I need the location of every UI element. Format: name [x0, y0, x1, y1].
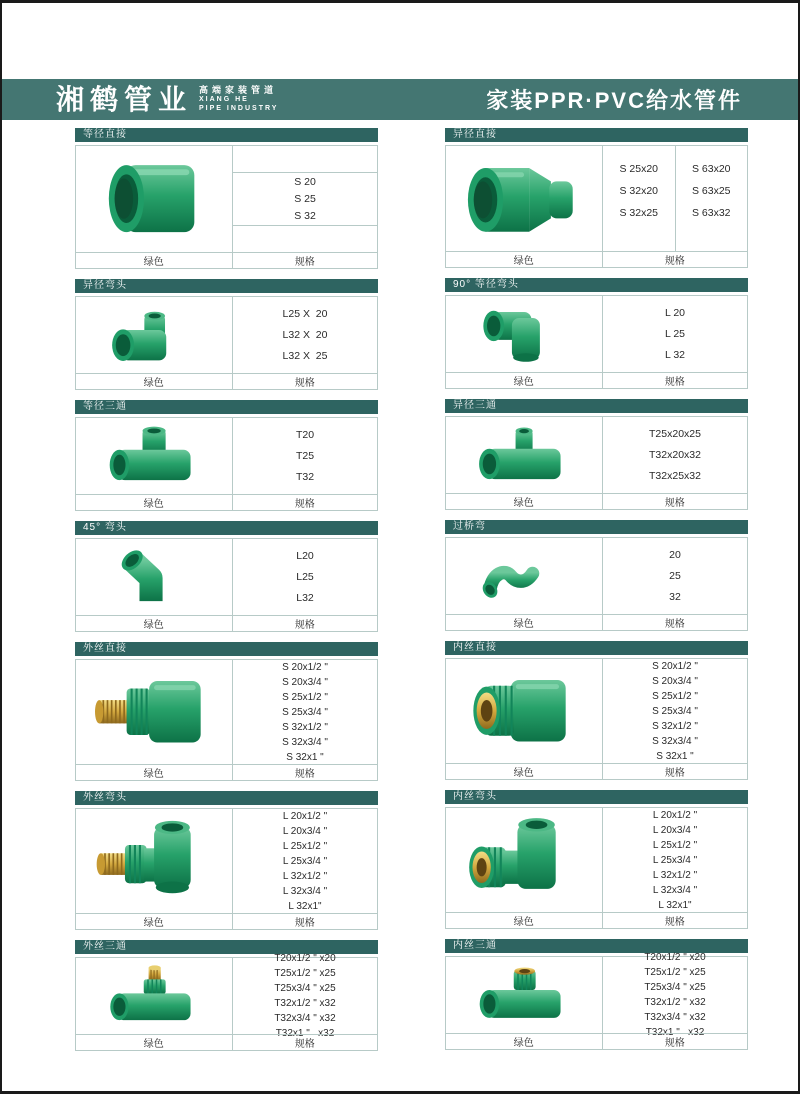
product-card	[445, 278, 748, 389]
card-title: 外丝直接	[83, 643, 127, 654]
spec-line: L 20x3/4 "	[652, 824, 698, 836]
brand-tagline: 高端家装管道	[199, 85, 278, 96]
card-title: 外丝弯头	[83, 792, 127, 803]
spec-label: 规格	[664, 256, 685, 267]
spec-label: 规格	[294, 620, 315, 631]
spec-label: 规格	[664, 377, 685, 388]
card-label-row	[76, 1034, 377, 1050]
spec-line: T32	[295, 470, 315, 483]
fitting-image-reducing-tee	[446, 417, 603, 493]
spec-line: 25	[669, 569, 681, 582]
color-label: 绿色	[76, 495, 233, 510]
spec-line: S 32x3/4 "	[652, 735, 698, 747]
spec-line: S 20x1/2 "	[282, 661, 328, 673]
spec-line: T32x1/2 " x32	[274, 998, 336, 1009]
card-title-bar	[445, 641, 748, 655]
card-body	[446, 538, 747, 614]
brand-subtext	[199, 85, 278, 114]
spec-line: S 32x1 "	[286, 751, 324, 763]
spec-list	[233, 953, 377, 1039]
fitting-image-male-thread-elbow	[76, 809, 233, 913]
card-body	[446, 417, 747, 493]
card-title: 异径三通	[453, 400, 497, 411]
spec-list	[603, 538, 747, 614]
spec-line: T32x3/4 " x32	[644, 1012, 706, 1023]
spec-label: 规格	[294, 1039, 315, 1050]
column-left	[75, 128, 378, 1051]
card-title: 内丝弯头	[453, 791, 497, 802]
spec-line: T25x20x25	[649, 427, 701, 440]
spec-line: S 20x3/4 "	[652, 675, 698, 687]
card-title: 异径弯头	[83, 280, 127, 291]
spec-line: L 32x3/4 "	[652, 884, 698, 896]
brand-english-line2: PIPE INDUSTRY	[199, 105, 279, 113]
color-label: 绿色	[446, 494, 603, 509]
spec-line: S 20x1/2 "	[652, 660, 698, 672]
spec-spacer	[233, 225, 377, 252]
fitting-image-female-thread-tee	[446, 957, 603, 1033]
color-label: 绿色	[446, 252, 603, 267]
spec-list	[233, 539, 377, 615]
spec-line: S 25	[294, 192, 316, 205]
card-table	[75, 417, 378, 511]
card-title: 外丝三通	[83, 941, 127, 952]
card-title-bar	[445, 399, 748, 413]
spec-line: L25 X 20	[282, 307, 328, 320]
card-label-row	[446, 614, 747, 630]
card-body	[76, 953, 377, 1039]
card-body	[76, 660, 377, 764]
spec-line: L 32	[664, 348, 686, 361]
spec-subcolumn	[603, 146, 675, 251]
spec-label: 规格	[294, 499, 315, 510]
spec-line: S 32x20	[619, 185, 659, 197]
spec-line: S 25x3/4 "	[282, 706, 328, 718]
card-label-row	[76, 764, 377, 780]
card-table	[75, 538, 378, 632]
card-body	[76, 418, 377, 494]
card-title-bar	[445, 128, 748, 142]
card-title: 90° 等径弯头	[453, 279, 519, 290]
spec-list	[603, 417, 747, 493]
spec-line: S 32x1/2 "	[282, 721, 328, 733]
spec-line: L 25x3/4 "	[652, 854, 698, 866]
card-title-bar	[75, 279, 378, 293]
spec-line: L 20x3/4 "	[282, 825, 328, 837]
spec-line: L20	[296, 549, 314, 562]
card-title-bar	[75, 128, 378, 142]
spec-label: 规格	[664, 498, 685, 509]
card-title-bar	[75, 400, 378, 414]
fitting-image-reducing-coupling	[446, 146, 603, 251]
spec-label: 规格	[294, 257, 315, 268]
spec-list	[233, 418, 377, 494]
card-label-row	[76, 494, 377, 510]
card-table	[445, 416, 748, 510]
spec-line: L 32x3/4 "	[282, 885, 328, 897]
card-table	[75, 953, 378, 1051]
spec-line: L 25x1/2 "	[652, 839, 698, 851]
card-grid	[75, 128, 748, 1051]
fitting-image-tee	[76, 418, 233, 494]
fitting-image-male-thread-tee	[76, 958, 233, 1034]
card-table	[445, 537, 748, 631]
spec-line: 20	[669, 548, 681, 561]
spec-line: L 32x1"	[658, 899, 692, 911]
spec-line: L32 X 20	[282, 328, 328, 341]
brand-english-line1: XIANG HE	[199, 96, 249, 104]
card-label-row	[446, 372, 747, 388]
column-right	[445, 128, 748, 1051]
card-label-row	[446, 763, 747, 779]
product-card	[445, 399, 748, 510]
color-label: 绿色	[76, 374, 233, 389]
card-title: 内丝三通	[453, 940, 497, 951]
spec-line: 32	[669, 590, 681, 603]
spec-line: S 32x1 "	[656, 750, 694, 762]
spec-line: S 63x32	[691, 207, 731, 219]
card-table	[75, 296, 378, 390]
spec-line: S 25x3/4 "	[652, 705, 698, 717]
spec-line: S 32x1/2 "	[652, 720, 698, 732]
fitting-image-female-thread-elbow	[446, 808, 603, 912]
spec-list	[603, 808, 747, 912]
card-body	[446, 146, 747, 251]
product-card	[75, 128, 378, 269]
color-label: 绿色	[446, 1034, 603, 1049]
spec-list	[603, 659, 747, 763]
spec-line: T20	[295, 428, 315, 441]
product-card	[445, 128, 748, 268]
spec-line: T25x1/2 " x25	[274, 968, 336, 979]
spec-list	[603, 296, 747, 372]
spec-line: L 25x3/4 "	[282, 855, 328, 867]
card-title: 45° 弯头	[83, 522, 127, 533]
card-body	[76, 146, 377, 252]
brand-name: 湘鹤管业	[56, 83, 193, 115]
spec-label: 规格	[294, 918, 315, 929]
spec-label: 规格	[664, 619, 685, 630]
spec-label: 规格	[664, 1038, 685, 1049]
spec-list	[233, 660, 377, 764]
fitting-image-female-thread-coupling	[446, 659, 603, 763]
spec-line: S 32x25	[619, 207, 659, 219]
spec-line: L 32x1/2 "	[282, 870, 328, 882]
spec-label: 规格	[664, 768, 685, 779]
color-label: 绿色	[446, 615, 603, 630]
spec-line: T25x3/4 " x25	[644, 982, 706, 993]
spec-list-inner	[233, 173, 377, 225]
spec-line: T25x3/4 " x25	[274, 983, 336, 994]
spec-line: S 63x25	[691, 185, 731, 197]
fitting-image-elbow-45	[76, 539, 233, 615]
product-card	[445, 520, 748, 631]
card-title-bar	[75, 521, 378, 535]
card-title-bar	[445, 790, 748, 804]
card-label-row	[76, 615, 377, 631]
card-label-row	[446, 251, 747, 267]
product-card	[75, 521, 378, 632]
product-card	[75, 279, 378, 390]
spec-subcolumn	[675, 146, 748, 251]
card-title: 异径直接	[453, 129, 497, 140]
card-title-bar	[75, 791, 378, 805]
spec-line: S 32x3/4 "	[282, 736, 328, 748]
spec-line: S 25x20	[619, 163, 659, 175]
spec-line: T32x25x32	[649, 469, 701, 482]
card-table	[75, 659, 378, 781]
spec-label: 规格	[294, 769, 315, 780]
card-title: 等径三通	[83, 401, 127, 412]
page-title: 家装PPR·PVC给水管件	[486, 88, 742, 113]
spec-line: L 20	[664, 306, 686, 319]
spec-line: T32x3/4 " x32	[274, 1013, 336, 1024]
product-card	[75, 642, 378, 781]
color-label: 绿色	[76, 616, 233, 631]
card-table	[445, 295, 748, 389]
card-label-row	[446, 1033, 747, 1049]
card-table	[445, 658, 748, 780]
card-title: 等径直接	[83, 129, 127, 140]
product-card	[75, 940, 378, 1051]
color-label: 绿色	[446, 373, 603, 388]
card-title-bar	[75, 642, 378, 656]
spec-label: 规格	[664, 917, 685, 928]
spec-line: T20x1/2 " x20	[644, 952, 706, 963]
card-label-row	[76, 252, 377, 268]
color-label: 绿色	[76, 253, 233, 268]
spec-line: L 20x1/2 "	[282, 810, 328, 822]
spec-line: T32x1/2 " x32	[644, 997, 706, 1008]
spec-list	[233, 809, 377, 913]
card-body	[446, 296, 747, 372]
card-label-row	[76, 913, 377, 929]
spec-line: S 20	[294, 175, 316, 188]
spec-line: L 25	[664, 327, 686, 340]
product-card	[75, 400, 378, 511]
spec-line: L32	[296, 591, 314, 604]
card-title-bar	[445, 278, 748, 292]
card-title: 内丝直接	[453, 642, 497, 653]
spec-line: L25	[296, 570, 314, 583]
spec-line: L 25x1/2 "	[282, 840, 328, 852]
spec-list	[603, 952, 747, 1038]
spec-label: 规格	[294, 378, 315, 389]
card-label-row	[446, 493, 747, 509]
card-label-row	[446, 912, 747, 928]
spec-line: T32x1 " x32	[275, 1028, 335, 1039]
spec-line: L 32x1/2 "	[652, 869, 698, 881]
header-band	[2, 79, 798, 120]
spec-line: T25	[295, 449, 315, 462]
card-body	[76, 809, 377, 913]
spec-line: S 25x1/2 "	[282, 691, 328, 703]
fitting-image-elbow-90	[446, 296, 603, 372]
fitting-image-coupling	[76, 146, 233, 252]
card-table	[75, 808, 378, 930]
spec-line: L 32x1"	[288, 900, 322, 912]
product-card	[445, 641, 748, 780]
card-table	[445, 145, 748, 268]
spec-line: L32 X 25	[282, 349, 328, 362]
fitting-image-reducing-elbow	[76, 297, 233, 373]
product-card	[445, 939, 748, 1050]
spec-list	[233, 146, 377, 252]
card-table	[75, 145, 378, 269]
spec-line: L 20x1/2 "	[652, 809, 698, 821]
spec-line: S 25x1/2 "	[652, 690, 698, 702]
color-label: 绿色	[446, 913, 603, 928]
spec-line: T32x1 " x32	[645, 1027, 705, 1038]
spec-list	[233, 297, 377, 373]
spec-line: T32x20x32	[649, 448, 701, 461]
color-label: 绿色	[76, 765, 233, 780]
card-body	[446, 952, 747, 1038]
color-label: 绿色	[76, 1035, 233, 1050]
spec-line: S 20x3/4 "	[282, 676, 328, 688]
card-title-bar	[445, 520, 748, 534]
fitting-image-male-thread-coupling	[76, 660, 233, 764]
spec-line: S 63x20	[691, 163, 731, 175]
color-label: 绿色	[446, 764, 603, 779]
product-card	[75, 791, 378, 930]
card-title: 过桥弯	[453, 521, 486, 532]
brand-logo	[56, 85, 278, 114]
card-table	[445, 952, 748, 1050]
spec-line: S 32	[294, 209, 316, 222]
card-body	[76, 297, 377, 373]
spec-line: T25x1/2 " x25	[644, 967, 706, 978]
spec-spacer	[233, 146, 377, 173]
spec-list	[603, 146, 747, 251]
card-body	[446, 659, 747, 763]
spec-line: T20x1/2 " x20	[274, 953, 336, 964]
card-body	[446, 808, 747, 912]
color-label: 绿色	[76, 914, 233, 929]
fitting-image-bridge-bend	[446, 538, 603, 614]
card-table	[445, 807, 748, 929]
product-card	[445, 790, 748, 929]
card-body	[76, 539, 377, 615]
card-label-row	[76, 373, 377, 389]
